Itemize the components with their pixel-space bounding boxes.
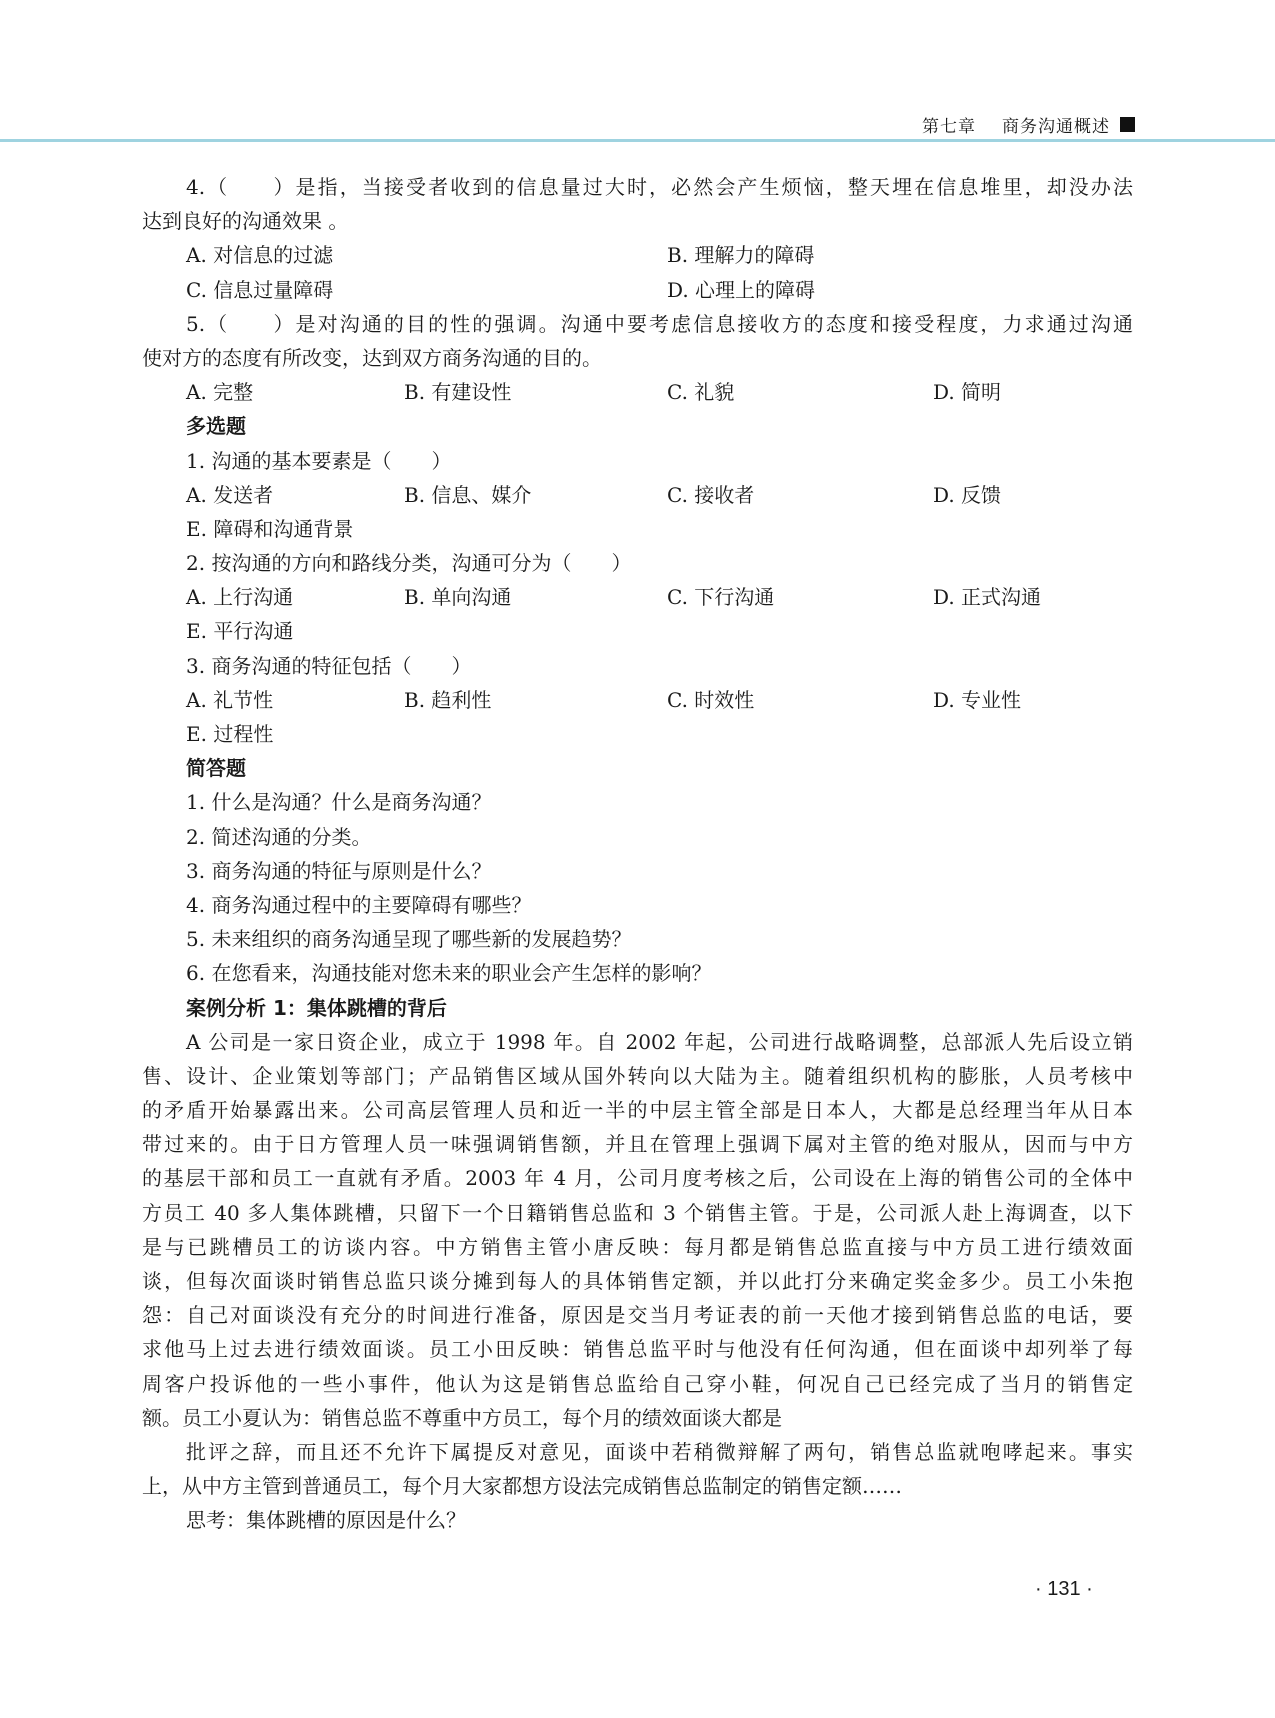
options-row bbox=[142, 478, 1133, 512]
question-line: 5. 未来组织的商务沟通呈现了哪些新的发展趋势？ bbox=[186, 927, 632, 952]
question-line: 3. 商务沟通的特征与原则是什么？ bbox=[186, 858, 492, 883]
chapter-number: 第七章 bbox=[922, 117, 976, 137]
option: C. 礼貌 bbox=[667, 380, 735, 405]
page-body bbox=[142, 170, 1133, 1538]
option: D. 专业性 bbox=[933, 687, 1022, 712]
option: E. 障碍和沟通背景 bbox=[186, 516, 354, 541]
question-line: 4. 商务沟通过程中的主要障碍有哪些？ bbox=[186, 892, 532, 917]
header-rule bbox=[0, 139, 1275, 142]
case-text-line: 的矛盾开始暴露出来。公司高层管理人员和近一半的中层主管全部是日本人，大都是总经理当年从日本 bbox=[142, 1098, 1133, 1123]
case-text-line: 谈，但每次面谈时销售总监只谈分摊到每人的具体销售定额，并以此打分来确定奖金多少。员工小朱抱 bbox=[142, 1269, 1133, 1293]
case-text-line: 怨：自己对面谈没有充分的时间进行准备，原因是交当月考证表的前一天他才接到销售总监的电话，要 bbox=[142, 1303, 1133, 1328]
options-row bbox=[142, 238, 1133, 272]
options-row bbox=[142, 580, 1133, 614]
chapter-title: 商务沟通概述 bbox=[1002, 117, 1110, 137]
question-line: 5.（ ）是对沟通的目的性的强调。沟通中要考虑信息接收方的态度和接受程度，力求通过沟通 bbox=[186, 311, 1133, 336]
case-text-line: 方员工 40 多人集体跳槽，只留下一个日籍销售总监和 3 个销售主管。于是，公司派人赴上海调查，以下 bbox=[142, 1200, 1133, 1225]
case-text-line: 上，从中方主管到普通员工，每个月大家都想方设法完成销售总监制定的销售定额…… bbox=[142, 1474, 902, 1499]
question-line: 1. 什么是沟通？什么是商务沟通？ bbox=[186, 790, 492, 815]
option: A. 完整 bbox=[186, 380, 254, 405]
option: D. 正式沟通 bbox=[933, 585, 1042, 610]
case-text-line: 额。员工小夏认为：销售总监不尊重中方员工，每个月的绩效面谈大都是 bbox=[142, 1405, 782, 1430]
option: B. 理解力的障碍 bbox=[667, 243, 815, 268]
running-header bbox=[922, 112, 1135, 137]
question-line: 使对方的态度有所改变，达到双方商务沟通的目的。 bbox=[142, 345, 602, 370]
case-text-line: 带过来的。由于日方管理人员一味强调销售额，并且在管理上强调下属对主管的绝对服从，因而与中方 bbox=[142, 1132, 1133, 1157]
question-line: 达到良好的沟通效果 。 bbox=[142, 209, 349, 234]
question-line: 3. 商务沟通的特征包括（ ） bbox=[186, 653, 472, 678]
option: B. 信息、媒介 bbox=[404, 482, 532, 507]
question-line: 4.（ ）是指，当接受者收到的信息量过大时，必然会产生烦恼，整天埋在信息堆里，却没办法 bbox=[186, 175, 1133, 199]
question-line: 2. 简述沟通的分类。 bbox=[186, 824, 372, 849]
case-heading: 案例分析 1：集体跳槽的背后 bbox=[186, 995, 447, 1020]
option: A. 上行沟通 bbox=[186, 585, 294, 610]
question-line: 6. 在您看来，沟通技能对您未来的职业会产生怎样的影响？ bbox=[186, 961, 712, 986]
option: A. 对信息的过滤 bbox=[186, 243, 334, 268]
option: C. 信息过量障碍 bbox=[186, 277, 334, 302]
section-heading: 多选题 bbox=[186, 414, 246, 439]
option: C. 下行沟通 bbox=[667, 585, 775, 610]
option: D. 简明 bbox=[933, 380, 1002, 405]
section-heading: 简答题 bbox=[186, 756, 246, 781]
option: B. 单向沟通 bbox=[404, 585, 512, 610]
option: A. 发送者 bbox=[186, 482, 274, 507]
case-text-line: 是与已跳槽员工的访谈内容。中方销售主管小唐反映：每月都是销售总监直接与中方员工进行绩效面 bbox=[142, 1234, 1133, 1259]
option: C. 时效性 bbox=[667, 687, 755, 712]
option: B. 有建设性 bbox=[404, 380, 512, 405]
page-number: · 131 · bbox=[1035, 1578, 1093, 1600]
option: B. 趋利性 bbox=[404, 687, 492, 712]
case-text-line: 求他马上过去进行绩效面谈。员工小田反映：销售总监平时与他没有任何沟通，但在面谈中却列举了每 bbox=[142, 1337, 1133, 1362]
case-text-line: A 公司是一家日资企业，成立于 1998 年。自 2002 年起，公司进行战略调整，总部派人先后设立销 bbox=[186, 1029, 1133, 1054]
option: E. 过程性 bbox=[186, 722, 274, 746]
options-row bbox=[142, 375, 1133, 409]
option: E. 平行沟通 bbox=[186, 619, 294, 644]
option: A. 礼节性 bbox=[186, 687, 274, 712]
option: D. 心理上的障碍 bbox=[667, 277, 816, 302]
case-text-line: 周客户投诉他的一些小事件，他认为这是销售总监给自己穿小鞋，何况自己已经完成了当月的销售定 bbox=[142, 1371, 1133, 1396]
option: C. 接收者 bbox=[667, 482, 755, 507]
case-text-line: 售、设计、企业策划等部门；产品销售区域从国外转向以大陆为主。随着组织机构的膨胀，人员考核中 bbox=[142, 1063, 1133, 1088]
case-question: 思考：集体跳槽的原因是什么？ bbox=[186, 1508, 466, 1533]
question-line: 2. 按沟通的方向和路线分类，沟通可分为（ ） bbox=[186, 551, 632, 576]
case-text-line: 的基层干部和员工一直就有矛盾。2003 年 4 月，公司月度考核之后，公司设在上海的销售公司的全体中 bbox=[142, 1166, 1133, 1191]
options-row bbox=[142, 273, 1133, 307]
question-line: 1. 沟通的基本要素是（ ） bbox=[186, 448, 452, 473]
case-text-line: 批评之辞，而且还不允许下属提反对意见，面谈中若稍微辩解了两句，销售总监就咆哮起来。事实 bbox=[186, 1439, 1133, 1464]
option: D. 反馈 bbox=[933, 482, 1002, 507]
header-square-mark bbox=[1120, 117, 1135, 132]
options-row bbox=[142, 683, 1133, 717]
